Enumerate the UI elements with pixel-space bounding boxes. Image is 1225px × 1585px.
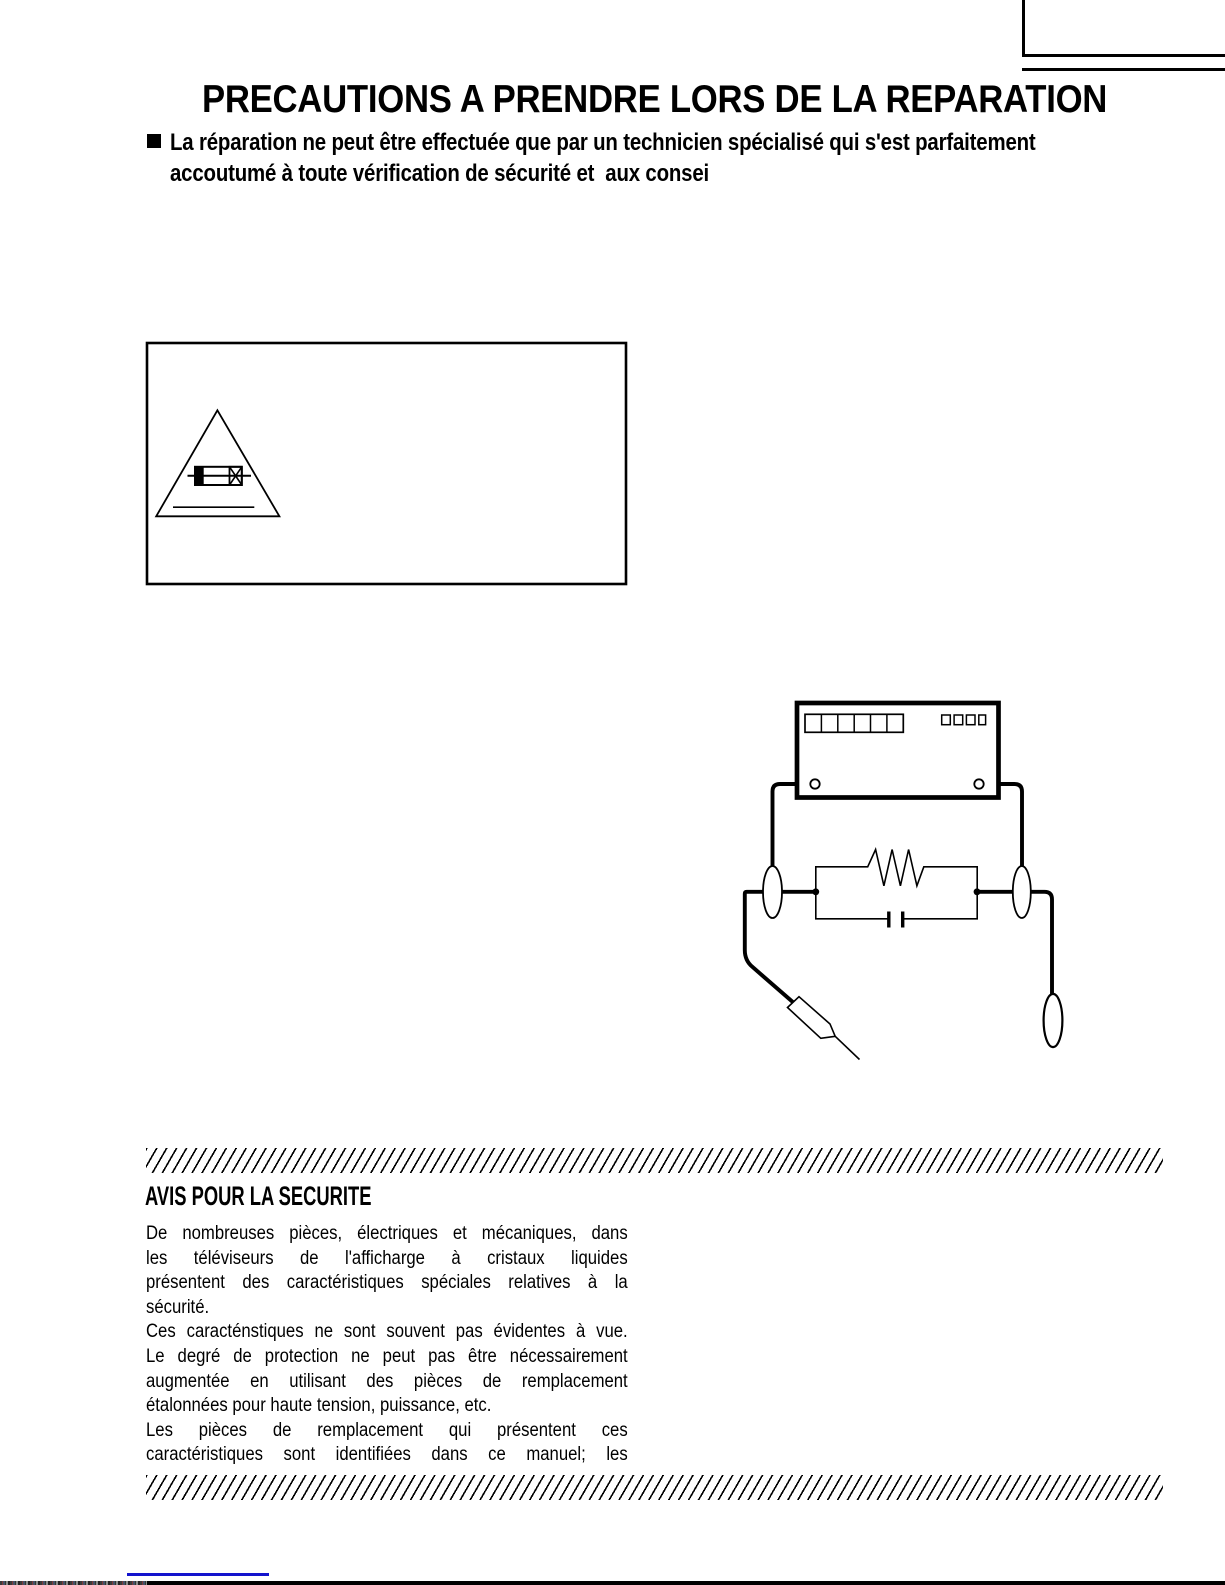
section-divider-hatch-top [146,1148,1163,1173]
multimeter-icon [797,703,999,798]
scan-edge-bar [147,1581,1225,1585]
table-corner-vertical-rule [1022,0,1025,56]
safety-notice-paragraph [146,1222,694,1468]
measurement-circuit-diagram [735,695,1075,1070]
probe-tip-right-icon [1044,994,1063,1047]
warning-symbol-box [145,341,628,586]
paragraph-line: Les pièces de remplacement qui présentent ces [146,1419,628,1441]
safety-notice-heading: AVIS POUR LA SECURITE [145,1181,372,1211]
paragraph-line: Ces caracténstiques ne sont souvent pas évidentes à vue. [146,1321,628,1343]
scan-edge-noise [0,1581,147,1585]
paragraph-line: augmentée en utilisant des pièces de remplacement [146,1370,628,1392]
probe-tip-left-icon [835,1036,859,1059]
rc-network [816,850,977,928]
table-corner-top-rule [1022,54,1225,57]
warning-triangle-icon [156,410,279,516]
page-title-row [146,80,1162,120]
junction-dots [812,888,980,895]
intro-paragraph [170,127,1188,189]
paragraph-line: présentent des caractéristiques spéciales relatives à la [146,1272,628,1294]
paragraph-line: Le degré de protection ne peut pas être nécessairement [146,1345,628,1367]
alligator-clip-left-icon [763,866,782,918]
paragraph-line: caractéristiques sont identifiées dans ce manuel; les [146,1444,628,1466]
warning-box-frame [147,343,626,584]
intro-line-2: accoutumé à toute vérification de sécurité et aux consei [170,160,710,187]
probe-handle-icon [788,997,860,1060]
paragraph-line: sécurité. [146,1296,210,1318]
square-bullet-icon [147,134,161,148]
alligator-clip-right-icon [1013,866,1031,918]
fuse-icon [188,467,252,485]
paragraph-line: De nombreuses pièces, électriques et mécaniques, dans [146,1223,628,1244]
paragraph-line: étalonnées pour haute tension, puissance, etc. [146,1395,492,1417]
resistor-icon [816,850,977,919]
footer-link-underline[interactable] [127,1573,269,1576]
test-lead-wires [745,784,1052,1004]
fuse-in-triangle-icon [156,410,279,516]
paragraph-line: les téléviseurs de l'afficharge à cristaux liquides [146,1247,628,1269]
intro-line-1: La réparation ne peut être effectuée que par un technicien spécialisé qui s'est parfaitement [170,129,1036,156]
page-title: PRECAUTIONS A PRENDRE LORS DE LA REPARATION [201,78,1108,121]
table-corner-bottom-rule [1022,68,1225,71]
meter-display [805,714,903,732]
section-divider-hatch-bottom [146,1475,1163,1500]
capacitor-icon [889,912,903,928]
